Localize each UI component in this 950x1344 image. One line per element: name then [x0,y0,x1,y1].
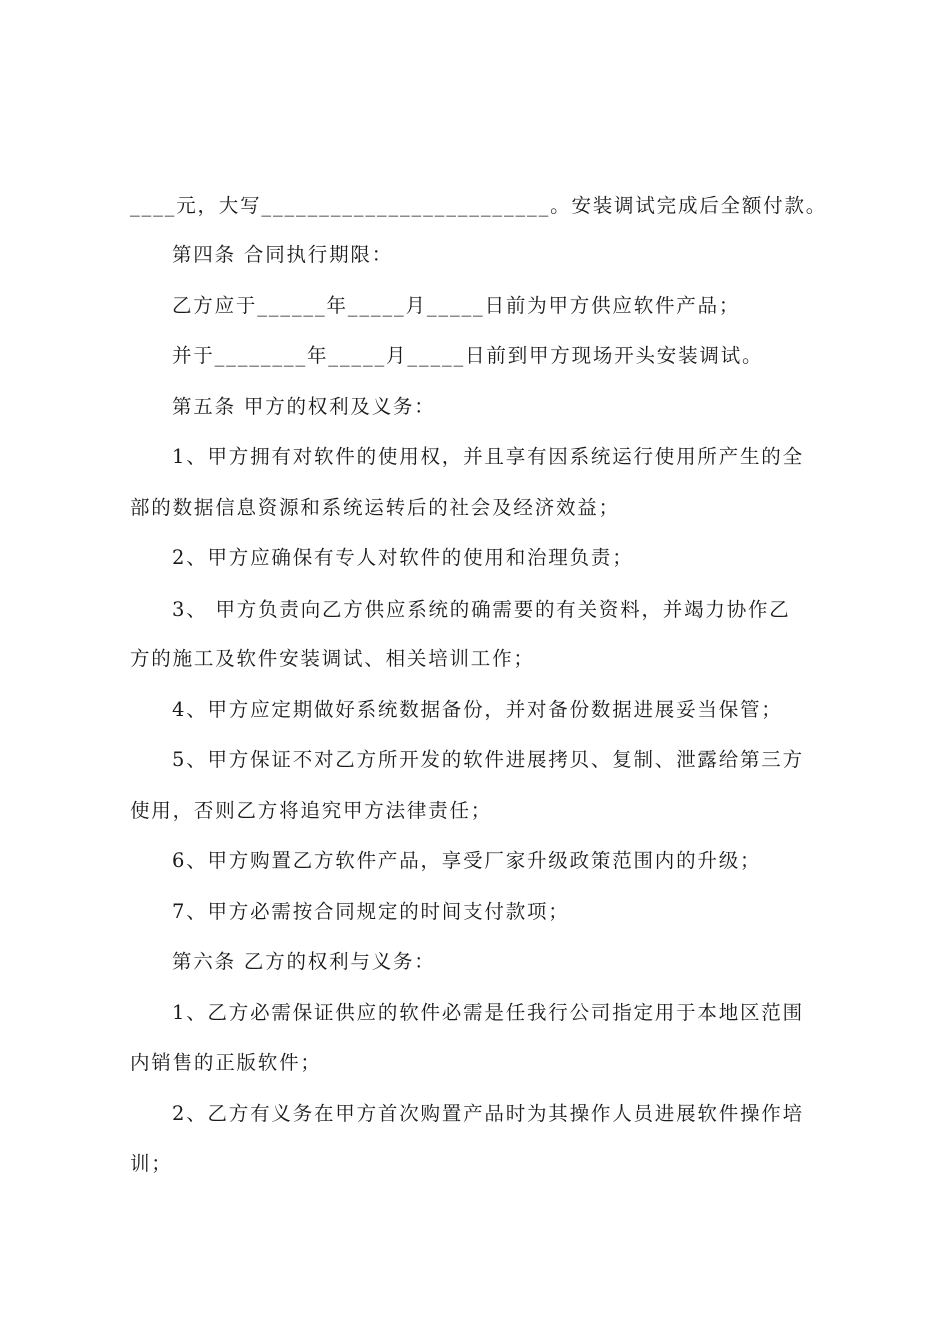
payment-line: ____元，大写_________________________。安装调试完成后全额付款。 [130,194,828,217]
party-a-clause-5-cont: 使用，否则乙方将追究甲方法律责任； [130,799,493,822]
party-a-clause-3: 3、 甲方负责向乙方供应系统的确需要的有关资料，并竭力协作乙 [172,598,791,621]
install-date-line: 并于________年_____月_____日前到甲方现场开头安装调试。 [172,344,764,367]
party-a-clause-7: 7、甲方必需按合同规定的时间支付款项； [172,900,570,923]
article-4-heading: 第四条 合同执行期限： [172,243,393,266]
party-b-clause-2-cont: 训； [130,1152,173,1175]
party-a-clause-1: 1、甲方拥有对软件的使用权，并且享有因系统运行使用所产生的全 [172,445,804,468]
article-6-heading: 第六条 乙方的权利与义务： [172,950,436,973]
party-a-clause-6: 6、甲方购置乙方软件产品，享受厂家升级政策范围内的升级； [172,849,762,872]
party-b-clause-1-cont: 内销售的正版软件； [130,1051,322,1074]
party-a-clause-2: 2、甲方应确保有专人对软件的使用和治理负责； [172,546,634,569]
party-b-clause-1: 1、乙方必需保证供应的软件必需是任我行公司指定用于本地区范围 [172,1001,804,1024]
party-a-clause-3-cont: 方的施工及软件安装调试、相关培训工作； [130,647,535,670]
party-b-clause-2: 2、乙方有义务在甲方首次购置产品时为其操作人员进展软件操作培 [172,1102,804,1125]
article-5-heading: 第五条 甲方的权利及义务： [172,395,436,418]
party-a-clause-1-cont: 部的数据信息资源和系统运转后的社会及经济效益； [130,496,620,519]
party-a-clause-4: 4、甲方应定期做好系统数据备份，并对备份数据进展妥当保管； [172,698,783,721]
delivery-date-line: 乙方应于______年_____月_____日前为甲方供应软件产品； [172,294,741,317]
party-a-clause-5: 5、甲方保证不对乙方所开发的软件进展拷贝、复制、泄露给第三方 [172,748,804,771]
